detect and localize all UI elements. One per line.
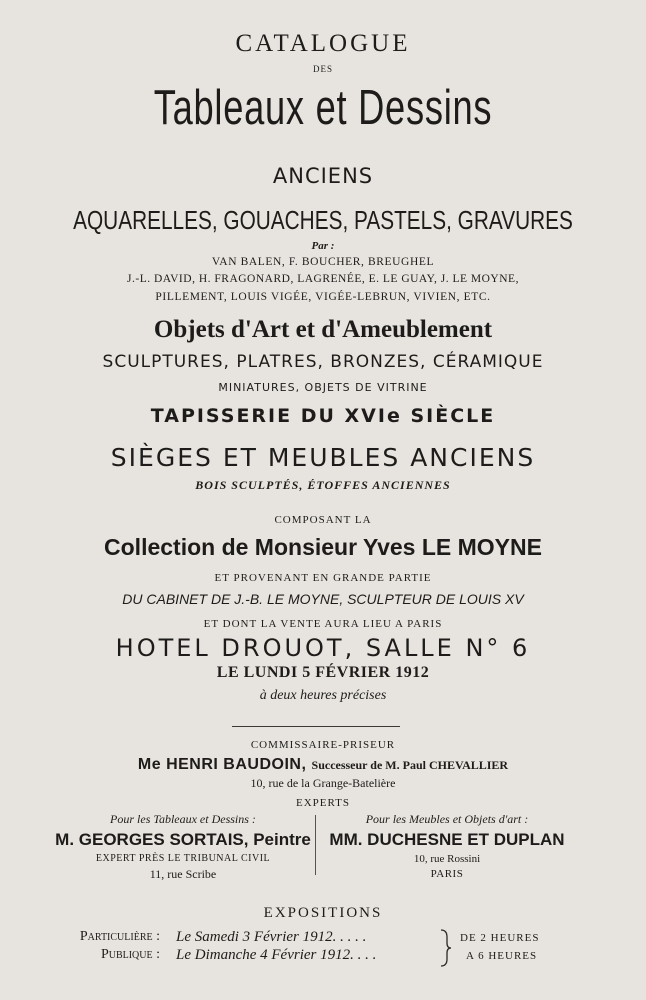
expert-right-name: MM. DUCHESNE ET DUPLAN [329,830,565,849]
exposition-from: DE 2 HEURES [460,932,540,944]
expert-left-for: Pour les Tableaux et Dessins : [110,812,256,826]
expert-left-role: EXPERT PRÈS LE TRIBUNAL CIVIL [95,853,271,864]
expert-left-name: M. GEORGES SORTAIS, Peintre [55,830,311,849]
expert-right [316,812,578,880]
provenant-line: ET PROVENANT EN GRANDE PARTIE [214,572,432,584]
subtitle: AQUARELLES, GOUACHES, PASTELS, GRAVURES [73,205,573,235]
commissaire-name: Me HENRI BAUDOIN, [137,756,307,773]
commissaire-address: 10, rue de la Grange-Batelière [250,776,396,790]
expert-right-address: 10, rue Rossini [413,853,481,865]
objets-line-2: MINIATURES, OBJETS DE VITRINE [218,381,428,394]
commissaire-label: COMMISSAIRE-PRISEUR [250,739,396,751]
expert-left-address: 11, rue Scribe [149,867,217,881]
exposition-particuliere-label: Particulière : [79,929,160,944]
brace-icon [438,928,452,968]
exposition-to: A 6 HEURES [466,950,538,962]
main-title: Tableaux et Dessins [153,81,493,135]
commissaire-name-row [0,754,646,774]
par-label: Par : [311,240,335,252]
composant-line: COMPOSANT LA [274,514,372,526]
hotel-line: HOTEL DROUOT, SALLE N° 6 [115,634,531,662]
divider [232,726,400,727]
artists-line-3: PILLEMENT, LOUIS VIGÉE, VIGÉE-LEBRUN, VIVIEN, ETC. [155,291,491,303]
exposition-publique-date: Le Dimanche 4 Février 1912. . . . [176,947,377,963]
catalogue-heading: CATALOGUE [235,30,411,57]
collection-title: Collection de Monsieur Yves LE MOYNE [104,534,542,560]
artists-line-2: J.-L. DAVID, H. FRAGONARD, LAGRENÉE, E. LE GUAY, J. LE MOYNE, [127,273,519,285]
cabinet-line: DU CABINET DE J.-B. LE MOYNE, SCULPTEUR DE LOUIS XV [122,591,524,607]
exposition-particuliere-date: Le Samedi 3 Février 1912. . . . . [176,929,367,945]
objets-line-1: SCULPTURES, PLATRES, BRONZES, CÉRAMIQUE [102,352,544,372]
date-line: LE LUNDI 5 FÉVRIER 1912 [216,664,430,681]
tapisserie-line: TAPISSERIE DU XVIe SIÈCLE [150,405,496,427]
bois-line: BOIS SCULPTÉS, ÉTOFFES ANCIENNES [195,478,451,492]
objets-title: Objets d'Art et d'Ameublement [153,316,493,343]
expositions-label: EXPOSITIONS [263,905,383,921]
commissaire-successeur: Successeur de M. Paul CHEVALLIER [311,758,509,772]
expert-right-city: PARIS [430,868,464,880]
experts-label: EXPERTS [295,797,350,809]
expert-right-for: Pour les Meubles et Objets d'art : [365,812,529,826]
exposition-publique-label: Publique : [100,947,160,962]
artists-line-1: VAN BALEN, F. BOUCHER, BREUGHEL [211,256,435,268]
des-label: DES [312,64,333,74]
expert-left [52,812,314,882]
heure-line: à deux heures précises [259,688,387,703]
sieges-line: SIÈGES ET MEUBLES ANCIENS [110,443,536,472]
vente-line: ET DONT LA VENTE AURA LIEU A PARIS [203,618,443,630]
anciens-label: ANCIENS [272,164,374,188]
